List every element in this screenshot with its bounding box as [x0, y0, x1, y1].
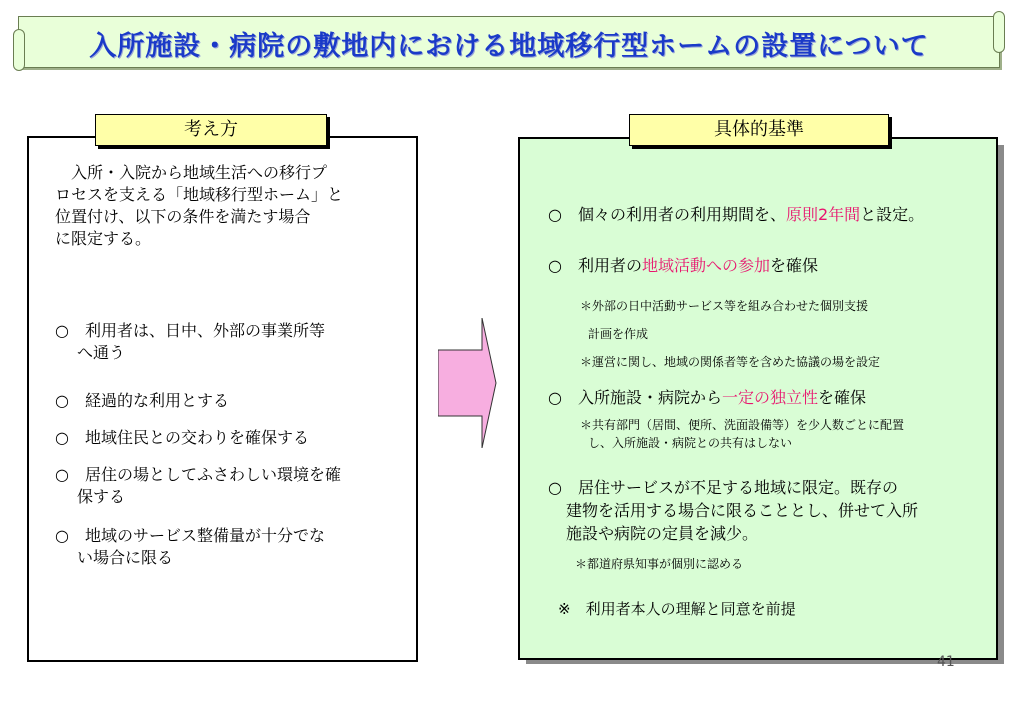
right-item-2: ○ 利用者の地域活動への参加を確保: [548, 256, 818, 275]
right-item-2-highlight: 地域活動への参加: [641, 256, 770, 275]
left-panel-heading: 考え方: [95, 114, 327, 146]
right-item-1: ○ 個々の利用者の利用期間を、原則2年間と設定。: [548, 205, 925, 224]
title-banner: [18, 16, 1000, 68]
left-item-4: ○ 居住の場としてふさわしい環境を確 保する: [55, 465, 341, 506]
right-item-2-note-1: ＊外部の日中活動サービス等を組み合わせた個別支援: [580, 299, 869, 313]
right-panel-heading: 具体的基準: [629, 114, 889, 146]
right-arrow-icon: [438, 318, 498, 448]
left-intro-line-4: に限定する。: [55, 229, 152, 248]
right-item-2-note-1-cont: 計画を作成: [588, 327, 649, 341]
left-intro-line-3: 位置付け、以下の条件を満たす場合: [55, 207, 311, 226]
left-intro: 入所・入院から地域生活への移行プ: [71, 163, 328, 182]
left-intro-line-2: ロセスを支える「地域移行型ホーム」と: [55, 185, 344, 204]
left-item-2: ○ 経過的な利用とする: [55, 391, 229, 410]
left-item-3: ○ 地域住民との交わりを確保する: [55, 428, 309, 447]
right-item-3-note: ＊共有部門（居間、便所、洗面設備等）を少人数ごとに配置 し、入所施設・病院との共有はしない: [580, 418, 905, 450]
page-number: 41: [937, 654, 955, 670]
page-title: 入所施設・病院の敷地内における地域移行型ホームの設置について: [89, 31, 929, 62]
right-item-4-note: ＊都道府県知事が個別に認める: [575, 557, 744, 571]
left-item-1: ○ 利用者は、日中、外部の事業所等 へ通う: [55, 321, 325, 362]
right-item-3-highlight: 一定の独立性: [721, 388, 818, 407]
right-item-2-note-2: ＊運営に関し、地域の関係者等を含めた協議の場を設定: [580, 355, 881, 369]
right-footnote: ※ 利用者本人の理解と同意を前提: [558, 600, 796, 618]
right-item-3: ○ 入所施設・病院から一定の独立性を確保: [548, 388, 866, 407]
right-item-1-highlight: 原則2年間: [785, 205, 861, 224]
right-item-4: ○ 居住サービスが不足する地域に限定。既存の 建物を活用する場合に限ることとし、併せて入所 施設や病院の定員を減少。: [548, 478, 919, 543]
left-item-5: ○ 地域のサービス整備量が十分でな い場合に限る: [55, 526, 325, 567]
